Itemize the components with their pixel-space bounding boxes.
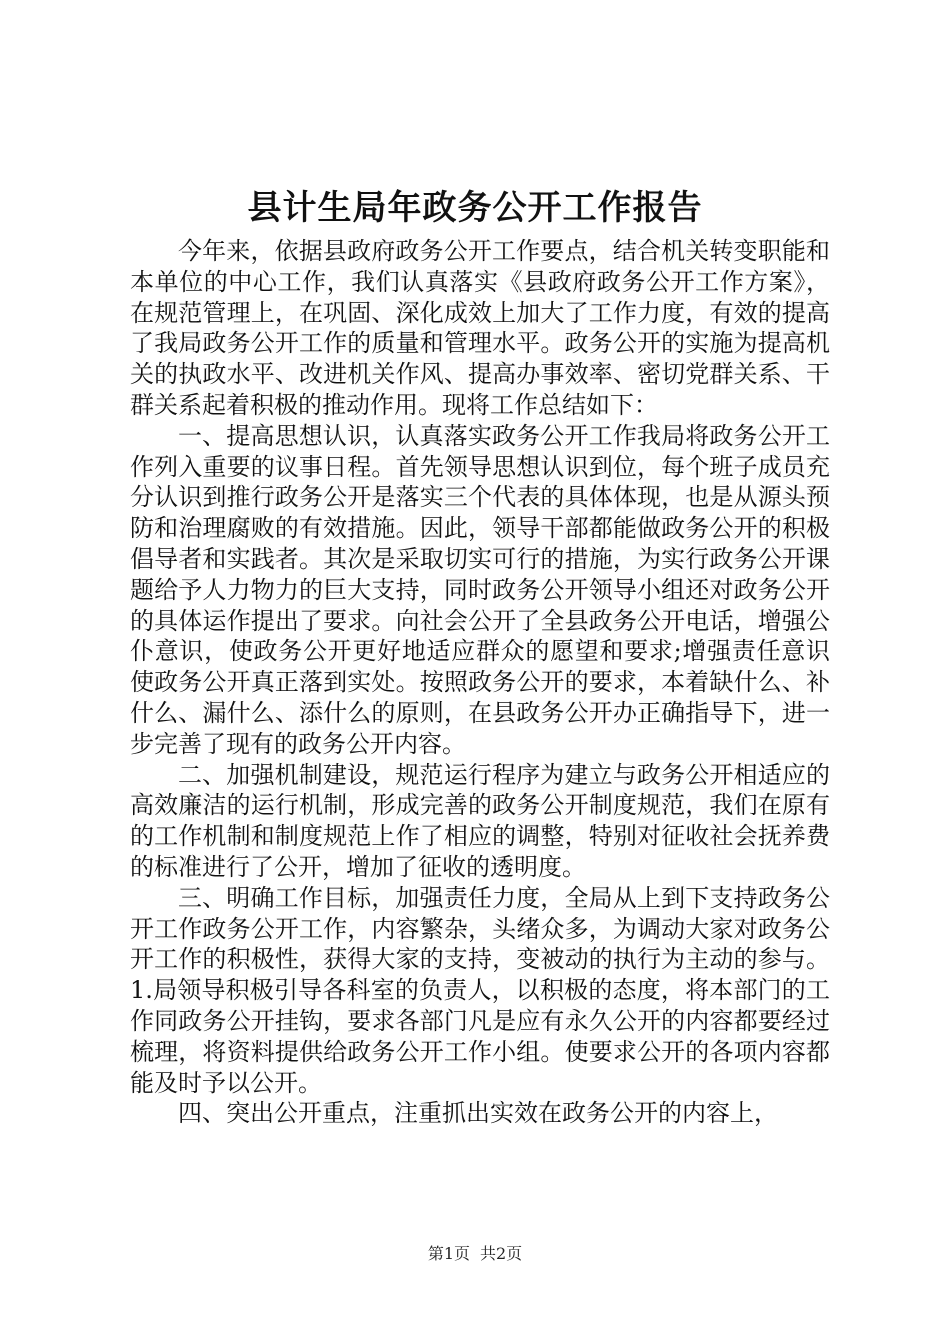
page-total: 共2页	[480, 1244, 523, 1263]
document-body	[130, 236, 830, 1129]
document-title: 县计生局年政务公开工作报告	[247, 188, 703, 228]
paragraph-intro: 今年来，依据县政府政务公开工作要点，结合机关转变职能和本单位的中心工作，我们认真落实《县政府政务公开工作方案》，在规范管理上，在巩固、深化成效上加大了工作力度，有效的提高了我局政务公开工作的质量和管理水平。政务公开的实施为提高机关的执政水平、改进机关作风、提高办事效率、密切党群关系、干群关系起着积极的推动作用。现将工作总结如下：	[130, 237, 830, 419]
page-footer	[0, 1244, 950, 1264]
paragraph-section-2: 二、加强机制建设，规范运行程序为建立与政务公开相适应的高效廉洁的运行机制，形成完善的政务公开制度规范，我们在原有的工作机制和制度规范上作了相应的调整，特别对征收社会抚养费的标准进行了公开，增加了征收的透明度。	[130, 760, 830, 881]
paragraph-section-4: 四、突出公开重点，注重抓出实效在政务公开的内容上，	[178, 1099, 778, 1128]
page-number: 第1页	[427, 1244, 470, 1263]
paragraph-section-1: 一、提高思想认识，认真落实政务公开工作我局将政务公开工作列入重要的议事日程。首先领导思想认识到位，每个班子成员充分认识到推行政务公开是落实三个代表的具体体现，也是从源头预防和治理腐败的有效措施。因此，领导干部都能做政务公开的积极倡导者和实践者。其次是采取切实可行的措施，为实行政务公开课题给予人力物力的巨大支持，同时政务公开领导小组还对政务公开的具体运作提出了要求。向社会公开了全县政务公开电话，增强公仆意识，使政务公开更好地适应群众的愿望和要求;增强责任意识使政务公开真正落到实处。按照政务公开的要求，本着缺什么、补什么、漏什么、添什么的原则，在县政务公开办正确指导下，进一步完善了现有的政务公开内容。	[130, 421, 830, 758]
paragraph-section-3: 三、明确工作目标，加强责任力度，全局从上到下支持政务公开工作政务公开工作，内容繁杂，头绪众多，为调动大家对政务公开工作的积极性，获得大家的支持，变被动的执行为主动的参与。 1.局领导积极引导各科室的负责人，以积极的态度，将本部门的工作同政务公开挂钩，要求各部门凡是应有永久公开的内容都要经过梳理，将资料提供给政务公开工作小组。使要求公开的各项内容都能及时予以公开。	[130, 883, 830, 1097]
